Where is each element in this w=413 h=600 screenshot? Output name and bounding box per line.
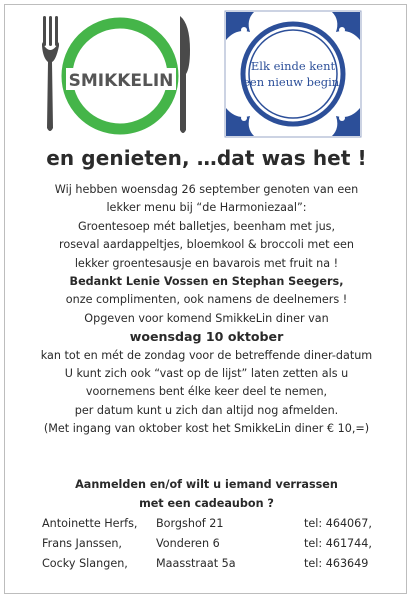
contact-row [0, 557, 413, 577]
delft-tile [224, 10, 362, 138]
contact-phone: tel: 461744, [304, 537, 372, 550]
body-line: Groentesoep mét balletjes, beenham met jus, [77, 219, 336, 233]
price-line: (Met ingang van oktober kost het SmikkeLin diner € 10,=) [43, 422, 370, 436]
contact-row [0, 517, 413, 537]
body-line: Wij hebben woensdag 26 september genoten van een [54, 183, 359, 196]
body-line: per datum kunt u zich dan altijd nog afmelden. [74, 403, 339, 417]
fork-icon [42, 16, 59, 131]
contact-phone: tel: 464067, [304, 517, 372, 530]
contact-address: Borgshof 21 [156, 517, 224, 530]
contact-phone: tel: 463649 [304, 557, 369, 570]
thanks-line: Bedankt Lenie Vossen en Stephan Seegers, [69, 275, 344, 289]
contact-name: Antoinette Herfs, [42, 517, 138, 530]
knife-icon [180, 16, 190, 133]
smikkelin-logo [30, 10, 205, 140]
body-line: voornemens bent élke keer deel te nemen, [85, 385, 328, 399]
signup-line: met een cadeaubon ? [139, 496, 274, 510]
body-line: U kunt zich ook “vast op de lijst” laten zetten als u [64, 367, 349, 381]
tile-text-line2: een nieuw begin. [243, 75, 343, 89]
body-line: Opgeven voor komend SmikkeLin diner van [84, 311, 329, 325]
body-line: roseval aardappeltjes, bloemkool & broccoli met een [59, 238, 354, 252]
contact-name: Frans Janssen, [42, 537, 122, 550]
contact-address: Vonderen 6 [156, 537, 220, 550]
logo-text: SMIKKELIN [68, 71, 174, 91]
next-date: woensdag 10 oktober [129, 329, 284, 345]
body-line: onze complimenten, ook namens de deelnemers ! [65, 293, 348, 307]
contact-address: Maasstraat 5a [156, 557, 236, 570]
contact-row [0, 537, 413, 557]
body-line: lekker groentesausje en bavarois met fruit na ! [74, 256, 339, 270]
tile-text-line1: Elk einde kent [250, 59, 336, 73]
body-line: kan tot en mét de zondag voor de betreffende diner-datum [40, 348, 373, 362]
headline: en genieten, …dat was het ! [46, 146, 367, 170]
body-text [10, 181, 403, 439]
contact-name: Cocky Slangen, [42, 557, 128, 570]
body-line: lekker menu bij “de Harmoniezaal”: [106, 201, 307, 215]
signup-line: Aanmelden en/of wilt u iemand verrassen [75, 478, 338, 491]
contact-list [0, 517, 413, 577]
signup-heading [0, 476, 413, 513]
